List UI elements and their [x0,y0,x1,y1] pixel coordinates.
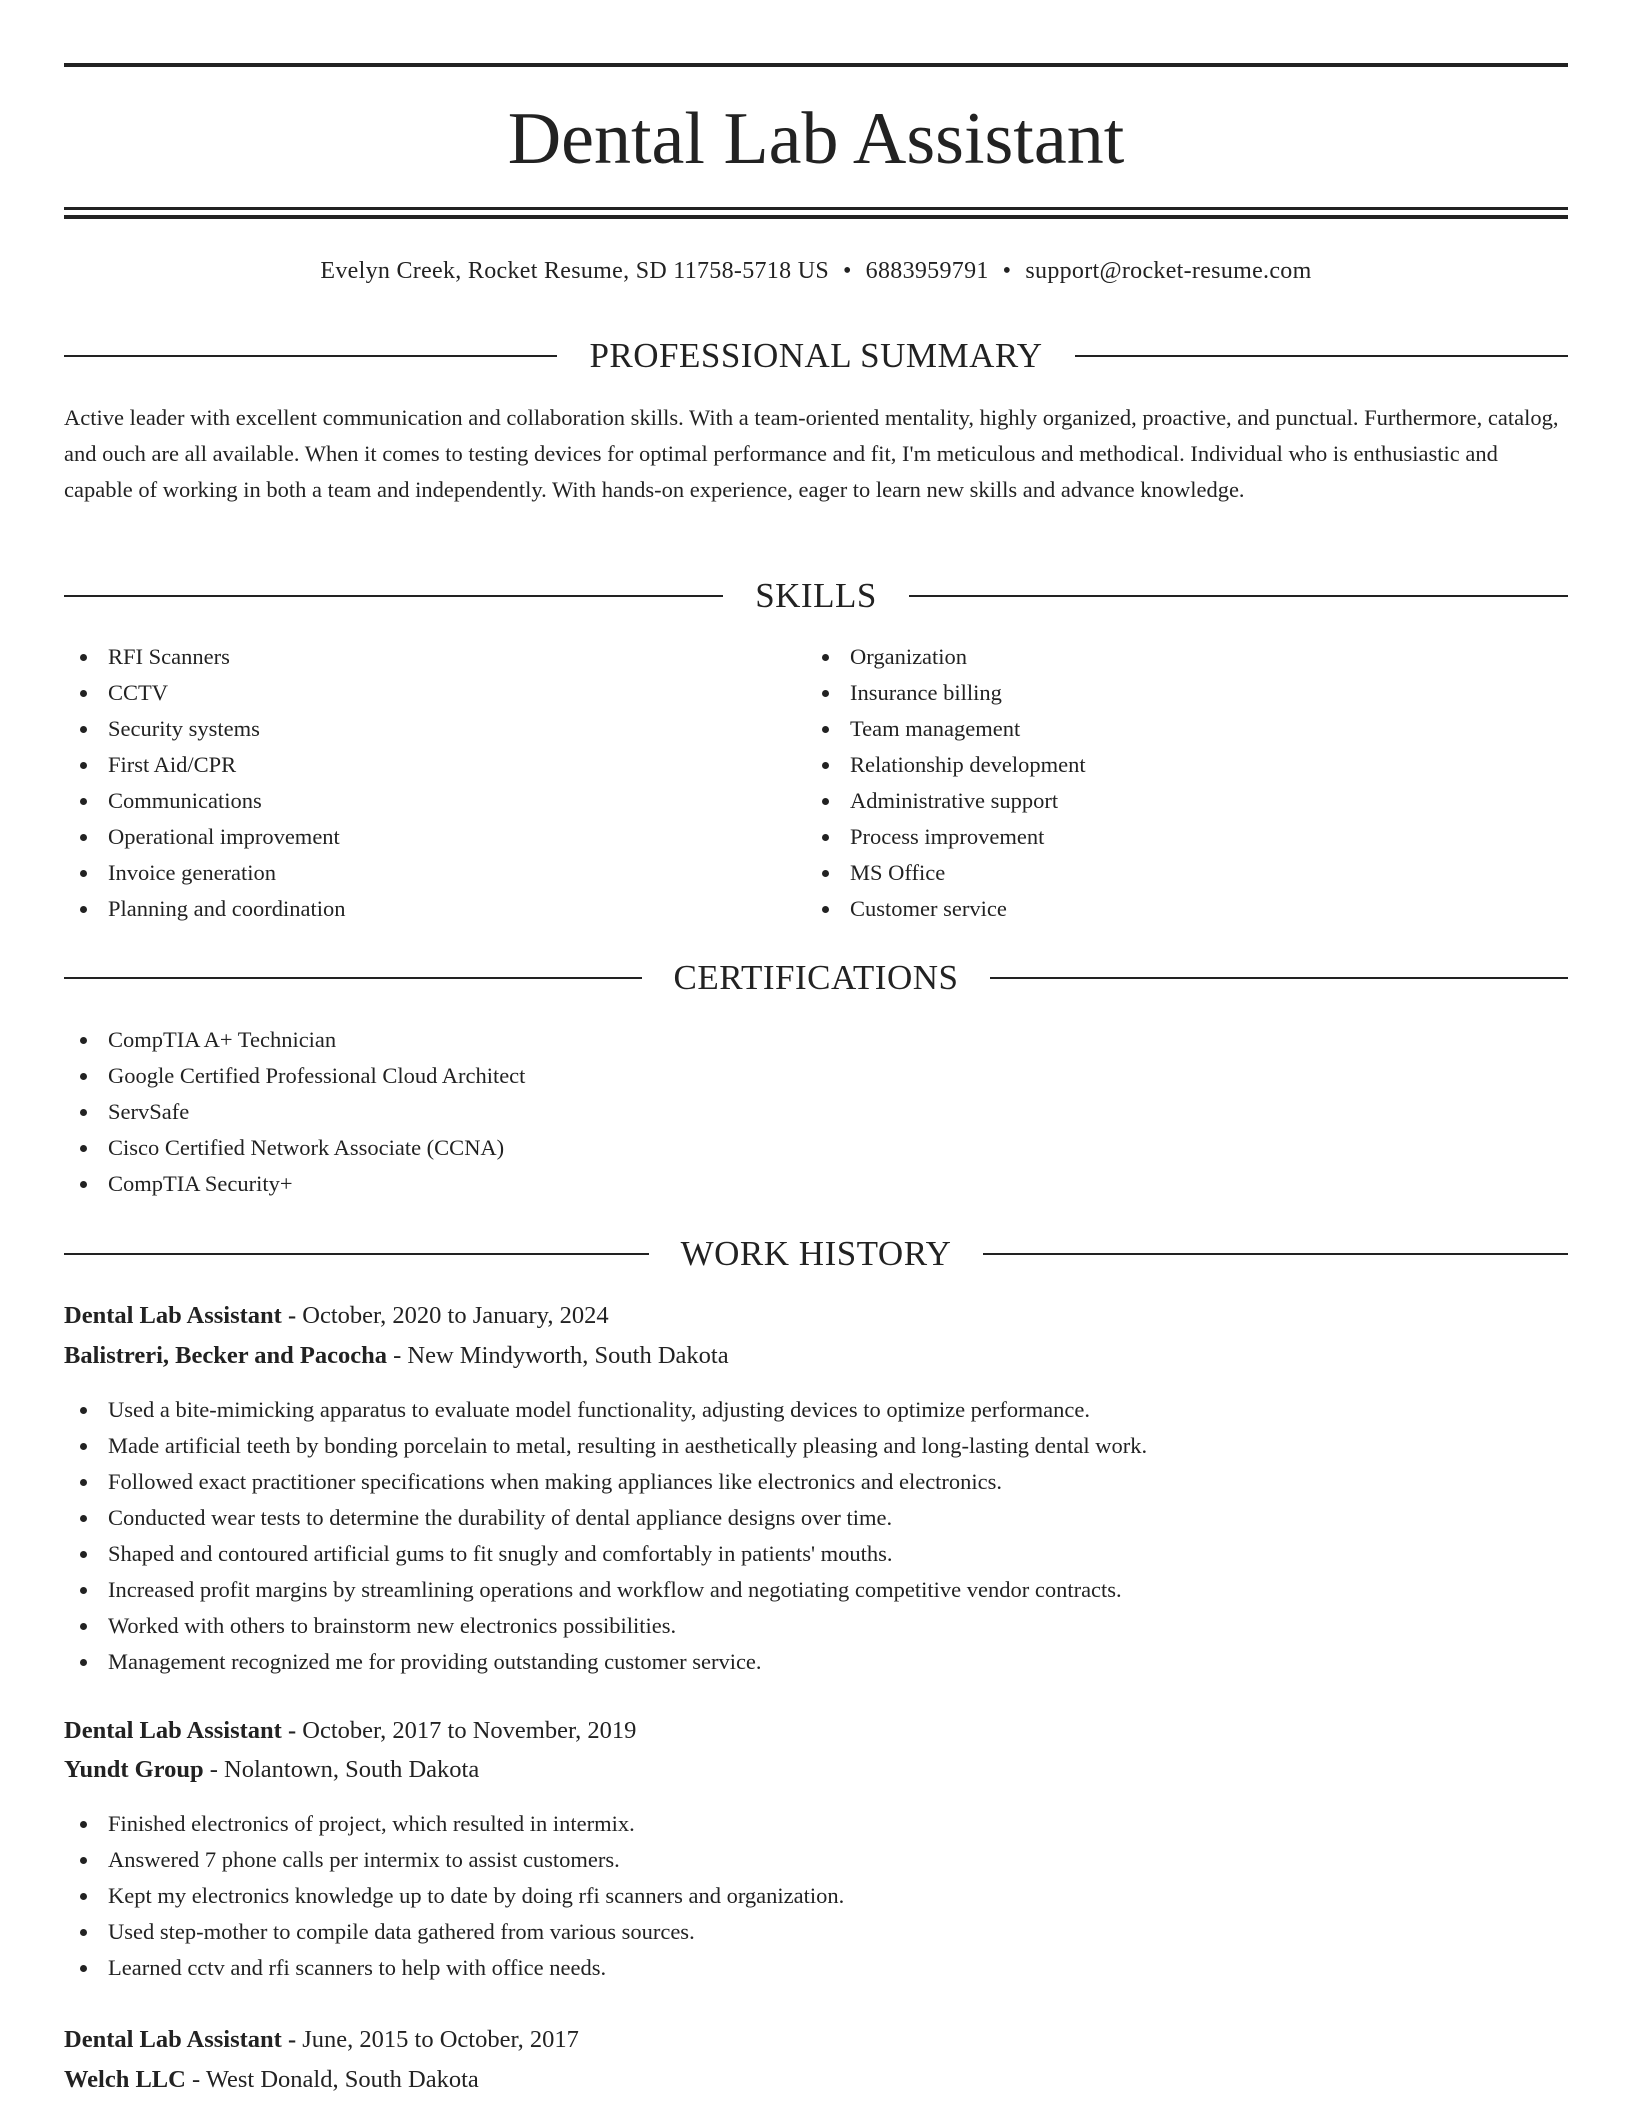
heading-rule [64,1253,649,1255]
job-title-line: Dental Lab Assistant - October, 2020 to January, 2024 [64,1302,609,1329]
skills-list-left [64,639,345,927]
job-bullet: Kept my electronics knowledge up to date by doing rfi scanners and organization. [64,1878,844,1914]
job-location: New Mindyworth, South Dakota [407,1342,729,1369]
header-bottom-rule-2 [64,215,1568,219]
section-heading-summary [64,334,1568,378]
heading-rule [983,1253,1568,1255]
skill-item: Process improvement [806,819,1086,855]
heading-rule [909,595,1568,597]
certification-item: CompTIA A+ Technician [64,1022,525,1058]
skill-item: Security systems [64,711,345,747]
job-company-line: Welch LLC - West Donald, South Dakota [64,2066,479,2093]
header-top-rule [64,63,1568,67]
job-location: West Donald, South Dakota [205,2066,479,2093]
job-title: Dental Lab Assistant [64,1717,282,1744]
heading-rule [64,355,557,357]
skill-item: Team management [806,711,1086,747]
job-company: Balistreri, Becker and Pacocha [64,1342,387,1369]
job-dates: October, 2020 to January, 2024 [302,1302,609,1329]
job-bullet: Finished electronics of project, which resulted in intermix. [64,1806,844,1842]
header-bottom-rule [64,207,1568,210]
contact-email[interactable]: support@rocket-resume.com [1025,258,1312,284]
skills-list-right [806,639,1086,927]
skill-item: Administrative support [806,783,1086,819]
section-heading-certifications [64,956,1568,1000]
skill-item: First Aid/CPR [64,747,345,783]
section-title: PROFESSIONAL SUMMARY [589,336,1043,375]
job-company: Yundt Group [64,1756,204,1783]
skill-item: RFI Scanners [64,639,345,675]
job-bullet: Learned cctv and rfi scanners to help with office needs. [64,1950,844,1986]
certification-item: CompTIA Security+ [64,1166,525,1202]
heading-rule [64,595,723,597]
certifications-list [64,1022,525,1202]
section-heading-skills [64,574,1568,618]
job-company-line: Yundt Group - Nolantown, South Dakota [64,1756,480,1783]
contact-separator: • [1002,258,1012,284]
skill-item: Communications [64,783,345,819]
certification-item: Google Certified Professional Cloud Architect [64,1058,525,1094]
job-bullet: Conducted wear tests to determine the durability of dental appliance designs over time. [64,1500,1147,1536]
job-title-line: Dental Lab Assistant - October, 2017 to November, 2019 [64,1717,637,1744]
contact-address: Evelyn Creek, Rocket Resume, SD 11758-5718 US [320,258,829,284]
job-bullet: Shaped and contoured artificial gums to fit snugly and comfortably in patients' mouths. [64,1536,1147,1572]
job-location: Nolantown, South Dakota [224,1756,480,1783]
resume-title: Dental Lab Assistant [507,98,1125,180]
job-title: Dental Lab Assistant [64,2026,282,2053]
job-bullet: Made artificial teeth by bonding porcelain to metal, resulting in aesthetically pleasing and long-lasting dental work. [64,1428,1147,1464]
skill-item: CCTV [64,675,345,711]
heading-rule [64,977,642,979]
job-title: Dental Lab Assistant [64,1302,282,1329]
skill-item: Operational improvement [64,819,345,855]
job-company-line: Balistreri, Becker and Pacocha - New Mindyworth, South Dakota [64,1342,729,1369]
contact-separator: • [842,258,852,284]
heading-rule [990,977,1568,979]
job-bullets [64,1806,844,1986]
job-bullet: Used step-mother to compile data gathered from various sources. [64,1914,844,1950]
skill-item: Insurance billing [806,675,1086,711]
skill-item: Invoice generation [64,855,345,891]
contact-line [64,256,1568,286]
job-bullet: Management recognized me for providing outstanding customer service. [64,1644,1147,1680]
section-heading-work-history [64,1232,1568,1276]
section-title: SKILLS [755,576,877,615]
section-title: CERTIFICATIONS [673,958,959,997]
section-title: WORK HISTORY [680,1234,952,1273]
contact-phone: 6883959791 [865,258,989,284]
job-bullet: Increased profit margins by streamlining operations and workflow and negotiating competitive vendor contracts. [64,1572,1147,1608]
heading-rule [1075,355,1568,357]
job-title-line: Dental Lab Assistant - June, 2015 to October, 2017 [64,2026,579,2053]
job-dates: June, 2015 to October, 2017 [302,2026,579,2053]
certification-item: ServSafe [64,1094,525,1130]
skill-item: Organization [806,639,1086,675]
job-dates: October, 2017 to November, 2019 [302,1717,637,1744]
job-company: Welch LLC [64,2066,186,2093]
job-bullet: Worked with others to brainstorm new electronics possibilities. [64,1608,1147,1644]
job-bullet: Followed exact practitioner specifications when making appliances like electronics and electronics. [64,1464,1147,1500]
job-bullets [64,1392,1147,1680]
skill-item: Customer service [806,891,1086,927]
skill-item: Planning and coordination [64,891,345,927]
skill-item: MS Office [806,855,1086,891]
skill-item: Relationship development [806,747,1086,783]
job-bullet: Answered 7 phone calls per intermix to assist customers. [64,1842,844,1878]
certification-item: Cisco Certified Network Associate (CCNA) [64,1130,525,1166]
job-bullet: Used a bite-mimicking apparatus to evaluate model functionality, adjusting devices to optimize performance. [64,1392,1147,1428]
summary-text: Active leader with excellent communication and collaboration skills. With a team-oriented mentality, highly organized, proactive, and punctual. Furthermore, catalog, and ouch are all available. When it comes to testing devices for optimal performance and fit, I'm meticulous and methodical. Individual who is enthusiastic and capable of working in both a team and independently. With hands-on experience, eager to learn new skills and advance knowledge. [64,405,1559,502]
